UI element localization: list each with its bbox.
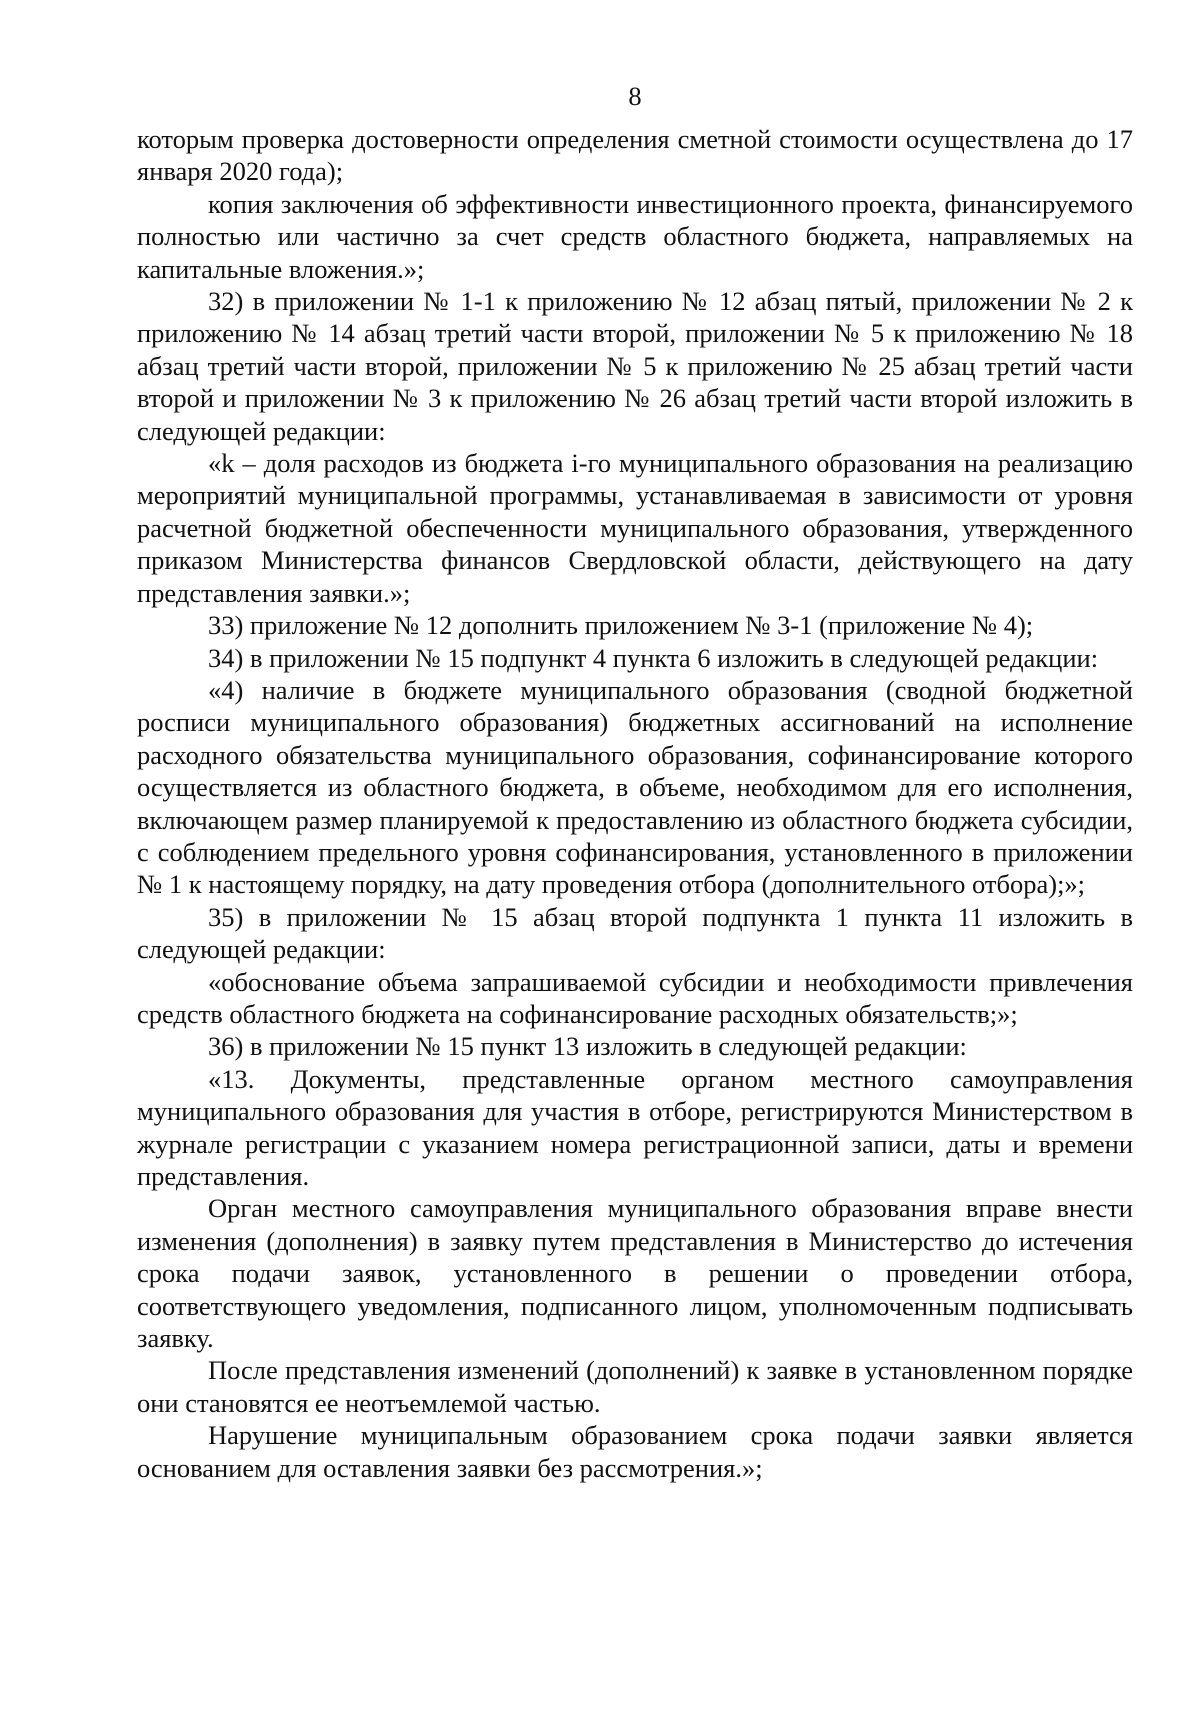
paragraph-item-34: 34) в приложении № 15 подпункт 4 пункта 6 изложить в следующей редакции: [208, 642, 1099, 673]
paragraph-item-35-quote: «обоснование объема запрашиваемой субсидии и необходимости привлечения средств областного бюджета на софинансирование расходных обязательств;»; [137, 966, 1133, 1029]
paragraph-item-36: 36) в приложении № 15 пункт 13 изложить в следующей редакции: [208, 1031, 967, 1062]
paragraph-item-32-quote: «k – доля расходов из бюджета i-го муниципального образования на реализацию мероприятий муниципальной программы, устанавливаемая в зависимости от уровня расчетной бюджетной обеспеченности муниципального образования, утвержденного приказом Министерства финансов Свердловской области, действующего на дату представления заявки.»; [137, 448, 1133, 608]
paragraph-item-32: 32) в приложении № 1-1 к приложению № 12 абзац пятый, приложении № 2 к приложению № 14 абзац третий части второй, приложении № 5 к приложению № 18 абзац третий части второй, приложении № 5 к приложению № 25 абзац третий части второй и приложении № 3 к приложению № 26 абзац третий части второй изложить в следующей редакции: [137, 286, 1133, 446]
paragraph-continuation: которым проверка достоверности определения сметной стоимости осуществлена до 17 января 2020 года); [137, 124, 1133, 187]
paragraph-item-36-integral-part: После представления изменений (дополнений) к заявке в установленном порядке они становятся ее неотъемлемой частью. [137, 1355, 1133, 1418]
paragraph-project-conclusion-copy: копия заключения об эффективности инвестиционного проекта, финансируемого полностью или частично за счет средств областного бюджета, направляемых на капитальные вложения.»; [137, 188, 1133, 284]
document-body [137, 123, 1133, 1484]
paragraph-item-36-amendments: Орган местного самоуправления муниципального образования вправе внести изменения (дополнения) в заявку путем представления в Министерство до истечения срока подачи заявок, установленного в решении о проведении отбора, соответствующего уведомления, подписанного лицом, уполномоченным подписывать заявку. [137, 1193, 1133, 1354]
paragraph-item-36-deadline-violation: Нарушение муниципальным образованием срока подачи заявки является основанием для оставления заявки без рассмотрения.»; [137, 1420, 1133, 1483]
paragraph-item-33: 33) приложение № 12 дополнить приложением № 3-1 (приложение № 4); [208, 610, 1034, 641]
paragraph-item-34-quote: «4) наличие в бюджете муниципального образования (сводной бюджетной росписи муниципального образования) бюджетных ассигнований на исполнение расходного обязательства муниципального образования, софинансирование которого осуществляется из областного бюджета, в объеме, необходимом для его исполнения, включающем размер планируемой к предоставлению из областного бюджета субсидии, с соблюдением предельного уровня софинансирования, установленного в приложении № 1 к настоящему порядку, на дату проведения отбора (дополнительного отбора);»; [137, 674, 1133, 900]
paragraph-item-36-point-13: «13. Документы, представленные органом местного самоуправления муниципального образования для участия в отборе, регистрируются Министерством в журнале регистрации с указанием номера регистрационной записи, даты и времени представления. [137, 1063, 1133, 1191]
page-number: 8 [628, 81, 642, 111]
paragraph-item-35: 35) в приложении № 15 абзац второй подпункта 1 пункта 11 изложить в следующей редакции: [137, 901, 1133, 965]
